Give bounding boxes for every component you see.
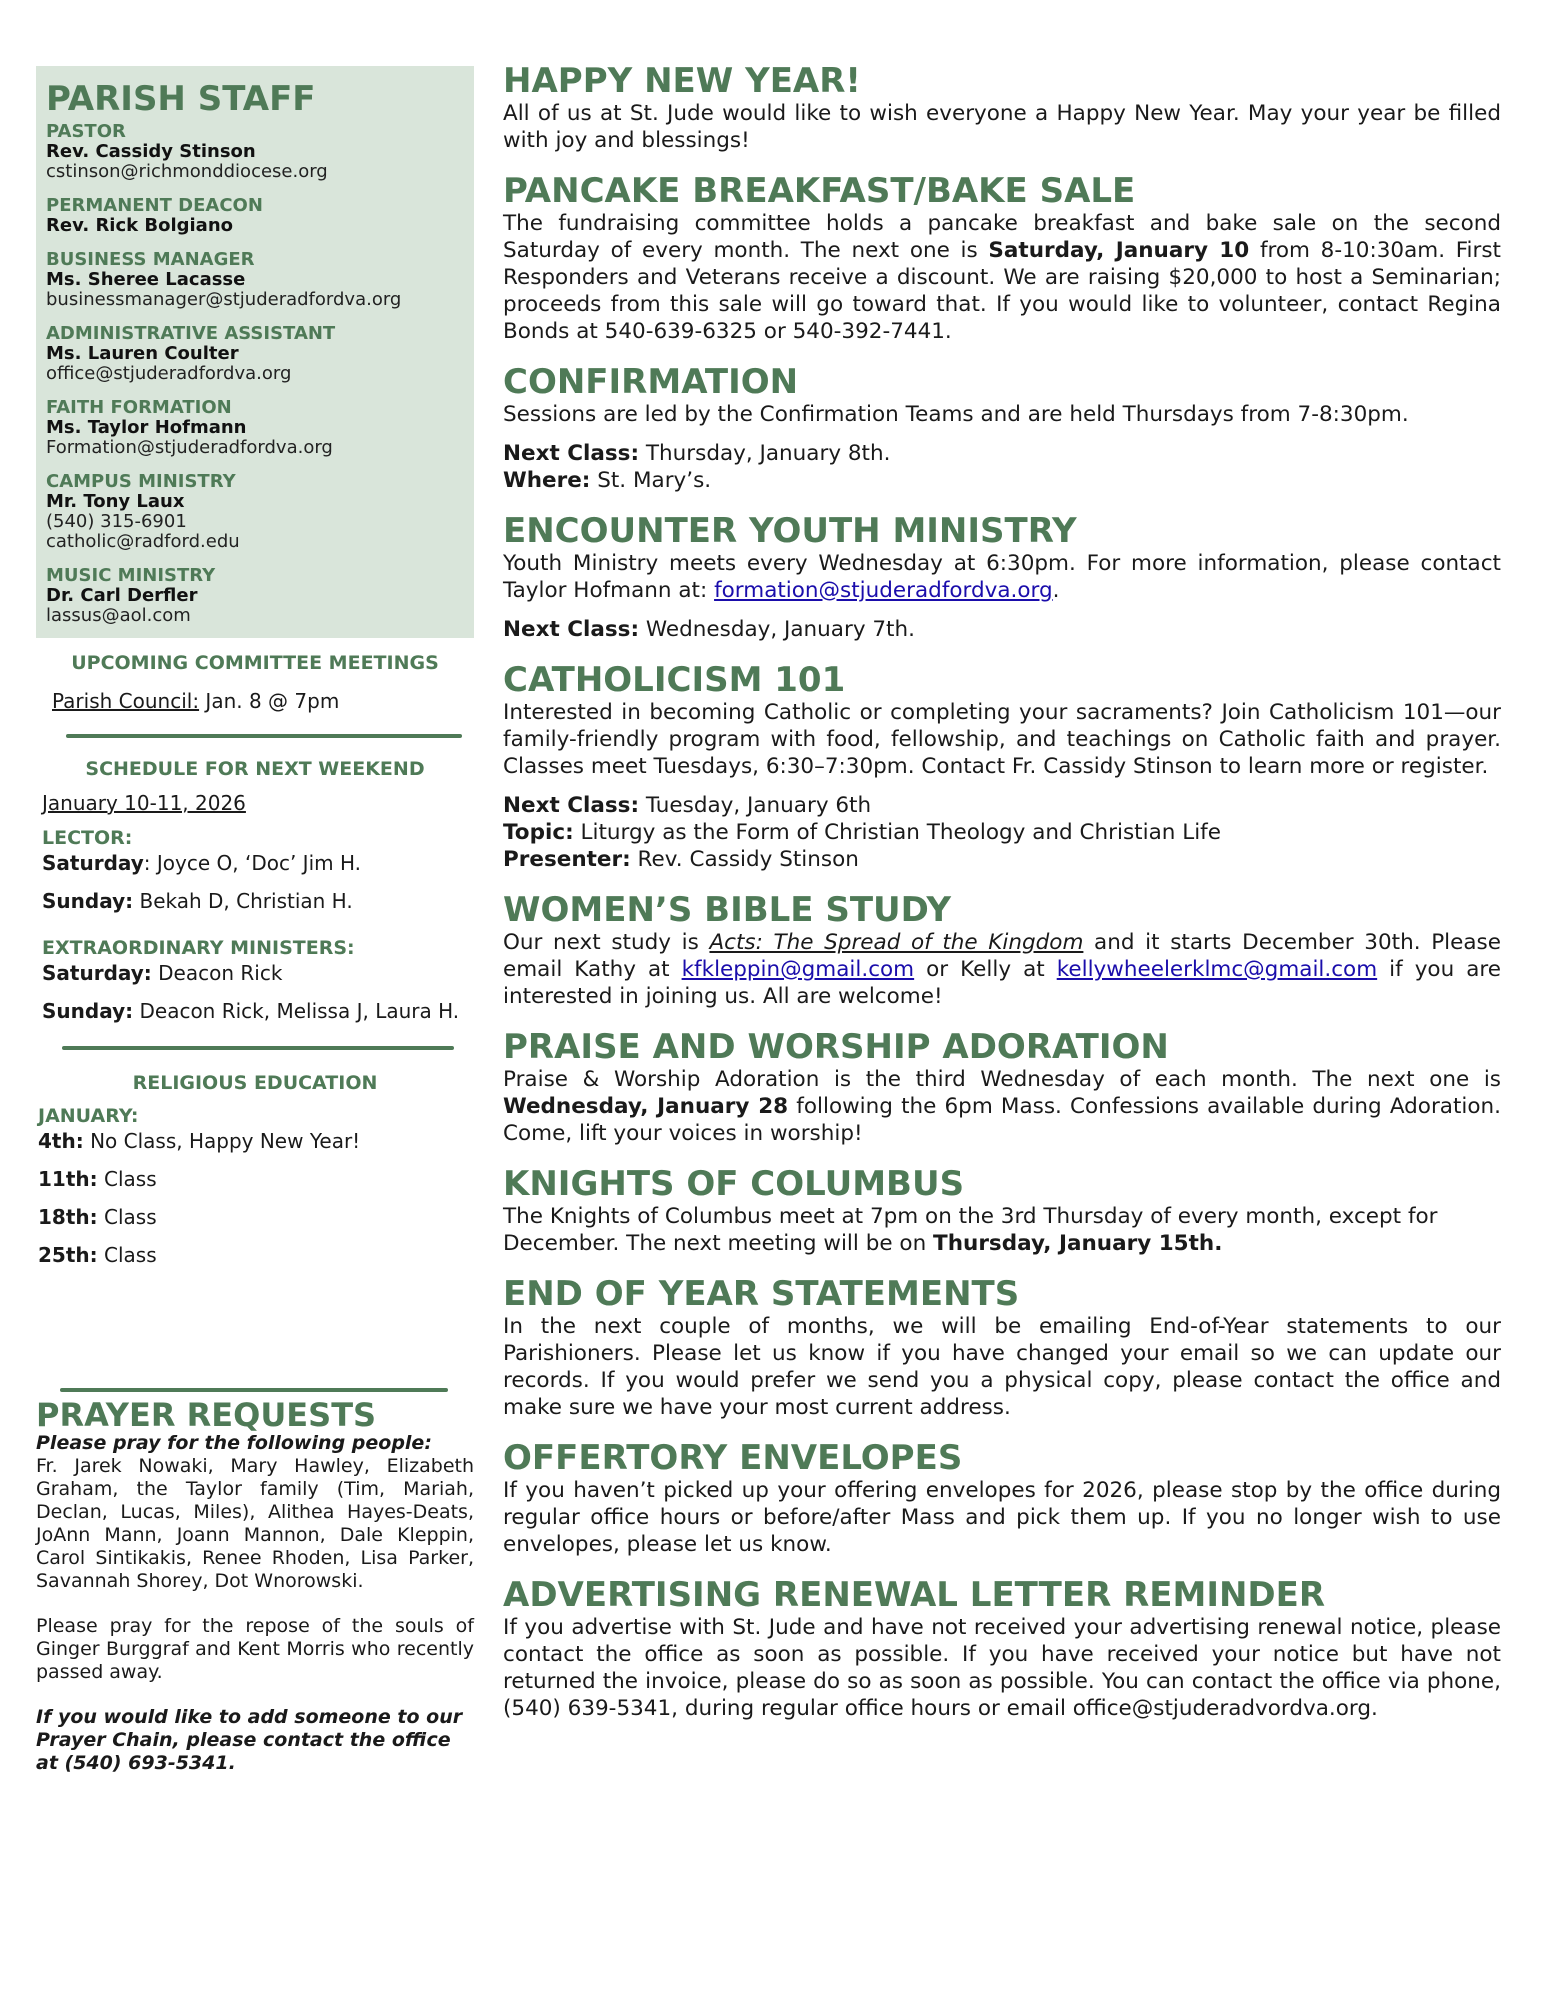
lector-sunday	[36, 888, 474, 914]
religious-ed-item	[36, 1166, 474, 1192]
role-title: CAMPUS MINISTRY	[46, 471, 236, 492]
committee-value: Jan. 8 @ 7pm	[199, 689, 340, 713]
section-advertising	[503, 1576, 1501, 1722]
parish-staff-box	[36, 66, 474, 638]
event-date: Wednesday, January 28	[503, 1094, 789, 1119]
lector-sunday-names: Bekah D, Christian H.	[133, 889, 353, 913]
text-part: or Kelly at	[914, 957, 1057, 982]
kelly-email-link[interactable]: kellywheelerklmc@gmail.com	[1056, 957, 1378, 982]
staff-role-business-manager	[46, 250, 464, 310]
class-day: 25th:	[38, 1243, 98, 1267]
lector-saturday-names: : Joyce O, ‘Doc’ Jim H.	[143, 851, 362, 875]
detail-value: Tuesday, January 6th	[639, 793, 872, 818]
section-new-year	[503, 62, 1501, 154]
section-title: PRAISE AND WORSHIP ADORATION	[503, 1027, 1169, 1067]
detail-label: Next Class:	[503, 441, 640, 466]
section-title: ENCOUNTER YOUTH MINISTRY	[503, 511, 1077, 551]
section-confirmation	[503, 363, 1501, 494]
schedule-heading: SCHEDULE FOR NEXT WEEKEND	[85, 758, 425, 780]
role-email[interactable]: office@stjuderadfordva.org	[46, 363, 292, 384]
staff-role-music-ministry	[46, 566, 464, 626]
committee-label: Parish Council:	[52, 689, 200, 713]
text-part: The Knights of Columbus meet at 7pm on the 3rd Thursday of every month, except for December. The next meeting will be on	[503, 1204, 1438, 1256]
religious-ed-heading: RELIGIOUS EDUCATION	[132, 1072, 378, 1094]
day-label: Sunday:	[42, 889, 134, 913]
book-title: Acts: The Spread of the Kingdom	[709, 930, 1084, 955]
detail-value: Thursday, January 8th.	[639, 441, 891, 466]
section-adoration	[503, 1028, 1501, 1147]
staff-role-campus-ministry	[46, 472, 464, 552]
role-title: PERMANENT DEACON	[46, 195, 263, 216]
role-name: Ms. Sheree Lacasse	[46, 269, 246, 290]
role-title: MUSIC MINISTRY	[46, 565, 216, 586]
prayer-heading: PRAYER REQUESTS	[36, 1396, 377, 1434]
detail-label: Where:	[503, 468, 591, 493]
right-column	[503, 62, 1501, 1740]
event-date: Saturday, January 10	[988, 238, 1250, 263]
text-part: Praise & Worship Adoration is the third Wednesday of each month. The next one is	[503, 1067, 1501, 1092]
role-email[interactable]: lassus@aol.com	[46, 605, 191, 626]
staff-role-pastor	[46, 122, 464, 182]
text-part: The fundraising committee holds a pancake breakfast and bake sale on the second Saturday of every month. The next one is	[503, 211, 1501, 263]
section-text	[503, 1203, 1501, 1257]
detail-value: Wednesday, January 7th.	[639, 617, 915, 642]
committee-heading: UPCOMING COMMITTEE MEETINGS	[71, 652, 439, 674]
role-name: Rev. Rick Bolgiano	[46, 215, 234, 236]
divider	[66, 734, 462, 738]
prayer-names: Fr. Jarek Nowaki, Mary Hawley, Elizabeth Graham, the Taylor family (Tim, Mariah, Declan, Lucas, Miles), Alithea Hayes-Deats, JoAnn Mann, Joann Mannon, Dale Kleppin, Carol Sintikakis, Renee Rhoden, Lisa Parker, Savannah Shorey, Dot Wnorowski.	[36, 1455, 474, 1592]
section-knights	[503, 1165, 1501, 1257]
lector-saturday	[36, 850, 474, 876]
section-youth-ministry	[503, 512, 1501, 643]
detail-label: Next Class:	[503, 793, 640, 818]
role-title: FAITH FORMATION	[46, 397, 232, 418]
text-part: and it starts December 30th. Please email Kathy at	[503, 930, 1501, 982]
section-text: All of us at St. Jude would like to wish everyone a Happy New Year. May your year be filled with joy and blessings!	[503, 101, 1501, 153]
event-date: Thursday, January 15th.	[933, 1231, 1223, 1256]
section-text	[503, 550, 1501, 604]
schedule-date: January 10-11, 2026	[42, 791, 246, 815]
em-saturday-names: Deacon Rick	[151, 961, 283, 985]
section-details	[503, 792, 1501, 873]
text-part: from 8-10:30am. First Responders and Veterans receive a discount. We are raising $20,000 to host a Seminarian; proceeds from this sale will go toward that. If you would like to volunteer, contact Regina Bonds at 540-639-6325 or 540-392-7441.	[503, 238, 1501, 344]
section-title: PANCAKE BREAKFAST/BAKE SALE	[503, 171, 1136, 211]
class-note: Class	[97, 1205, 157, 1229]
text-part: following the 6pm Mass. Confessions available during Adoration. Come, lift your voices in worship!	[503, 1094, 1501, 1146]
detail-value: St. Mary’s.	[590, 468, 712, 493]
section-title: CONFIRMATION	[503, 362, 799, 402]
em-saturday	[36, 960, 474, 986]
religious-ed-month: JANUARY:	[38, 1105, 139, 1127]
section-title: HAPPY NEW YEAR!	[503, 61, 861, 101]
section-title: WOMEN’S BIBLE STUDY	[503, 890, 952, 930]
class-day: 4th:	[38, 1129, 84, 1153]
section-title: KNIGHTS OF COLUMBUS	[503, 1164, 965, 1204]
section-catholicism-101	[503, 661, 1501, 873]
prayer-intro: Please pray for the following people:	[36, 1432, 432, 1454]
section-details	[503, 440, 1501, 494]
section-title: END OF YEAR STATEMENTS	[503, 1274, 1020, 1314]
section-title: ADVERTISING RENEWAL LETTER REMINDER	[503, 1575, 1326, 1615]
left-column	[36, 66, 474, 1775]
prayer-repose: Please pray for the repose of the souls of Ginger Burggraf and Kent Morris who recently passed away.	[36, 1615, 474, 1683]
section-text	[503, 210, 1501, 345]
formation-email-link[interactable]: formation@stjuderadfordva.org	[714, 578, 1053, 603]
prayer-closing: If you would like to add someone to our Prayer Chain, please contact the office at (540) 693-5341.	[36, 1706, 463, 1774]
role-email[interactable]: catholic@radford.edu	[46, 531, 240, 552]
em-sunday	[36, 998, 474, 1024]
detail-label: Presenter:	[503, 847, 631, 872]
role-name: Mr. Tony Laux	[46, 491, 185, 512]
role-name: Ms. Taylor Hofmann	[46, 417, 247, 438]
em-label: EXTRAORDINARY MINISTERS:	[42, 937, 355, 959]
kathy-email-link[interactable]: kfkleppin@gmail.com	[681, 957, 915, 982]
day-label: Saturday	[42, 851, 144, 875]
role-name: Ms. Lauren Coulter	[46, 343, 239, 364]
text-part: .	[1052, 578, 1060, 603]
religious-ed-item	[36, 1128, 474, 1154]
staff-role-admin-assistant	[46, 324, 464, 384]
divider	[62, 1046, 454, 1050]
role-name: Dr. Carl Derfler	[46, 585, 198, 606]
detail-label: Topic:	[503, 820, 574, 845]
role-title: BUSINESS MANAGER	[46, 249, 255, 270]
class-note: No Class, Happy New Year!	[83, 1129, 361, 1153]
section-details	[503, 616, 1501, 643]
section-title: OFFERTORY ENVELOPES	[503, 1438, 963, 1478]
role-email[interactable]: Formation@stjuderadfordva.org	[46, 437, 333, 458]
section-envelopes	[503, 1439, 1501, 1558]
section-text: If you advertise with St. Jude and have not received your advertising renewal notice, please contact the office as soon as possible. If you have received your notice but have not returned the invoice, please do so as soon as possible. You can contact the office via phone, (540) 639-5341, during regular office hours or email office@stjuderadvordva.org.	[503, 1615, 1501, 1721]
divider	[60, 1388, 448, 1392]
em-sunday-names: Deacon Rick, Melissa J, Laura H.	[133, 999, 460, 1023]
section-text: If you haven’t picked up your offering envelopes for 2026, please stop by the office during regular office hours or before/after Mass and pick them up. If you no longer wish to use envelopes, please let us know.	[503, 1478, 1501, 1557]
section-pancake	[503, 172, 1501, 345]
section-text: Interested in becoming Catholic or completing your sacraments? Join Catholicism 101—our family-friendly program with food, fellowship, and teachings on Catholic faith and prayer. Classes meet Tuesdays, 6:30–7:30pm. Contact Fr. Cassidy Stinson to learn more or register.	[503, 700, 1501, 779]
role-phone: (540) 315-6901	[46, 511, 187, 532]
role-title: PASTOR	[46, 121, 126, 142]
section-text: Sessions are led by the Confirmation Teams and are held Thursdays from 7-8:30pm.	[503, 402, 1409, 427]
role-title: ADMINISTRATIVE ASSISTANT	[46, 323, 336, 344]
role-email[interactable]: cstinson@richmonddiocese.org	[46, 161, 328, 182]
lector-label: LECTOR:	[42, 827, 133, 849]
section-statements	[503, 1275, 1501, 1421]
role-email[interactable]: businessmanager@stjuderadfordva.org	[46, 289, 402, 310]
class-day: 18th:	[38, 1205, 98, 1229]
detail-label: Next Class:	[503, 617, 640, 642]
class-note: Class	[97, 1243, 157, 1267]
detail-value: Rev. Cassidy Stinson	[630, 847, 859, 872]
text-part: Youth Ministry meets every Wednesday at 6:30pm. For more information, please contact Taylor Hofmann at:	[503, 551, 1501, 603]
role-name: Rev. Cassidy Stinson	[46, 141, 256, 162]
class-note: Class	[97, 1167, 157, 1191]
parish-staff-heading: PARISH STAFF	[46, 79, 316, 119]
day-label: Sunday:	[42, 999, 134, 1023]
detail-value: Liturgy as the Form of Christian Theology and Christian Life	[573, 820, 1221, 845]
section-text: In the next couple of months, we will be emailing End-of-Year statements to our Parishioners. Please let us know if you have changed your email so we can update our records. If you would prefer we send you a physical copy, please contact the office and make sure we have your most current address.	[503, 1314, 1501, 1420]
day-label: Saturday:	[42, 961, 152, 985]
prayer-requests	[36, 1398, 474, 1775]
staff-role-deacon	[46, 196, 464, 236]
religious-ed-item	[36, 1204, 474, 1230]
section-text	[503, 929, 1501, 1010]
section-text	[503, 1066, 1501, 1147]
text-part: Our next study is	[503, 930, 710, 955]
religious-ed-item	[36, 1242, 474, 1268]
text-part: if you are interested in joining us. All are welcome!	[503, 957, 1501, 1009]
section-bible-study	[503, 891, 1501, 1010]
section-title: CATHOLICISM 101	[503, 660, 846, 700]
staff-role-faith-formation	[46, 398, 464, 458]
class-day: 11th:	[38, 1167, 98, 1191]
committee-line	[36, 688, 474, 714]
